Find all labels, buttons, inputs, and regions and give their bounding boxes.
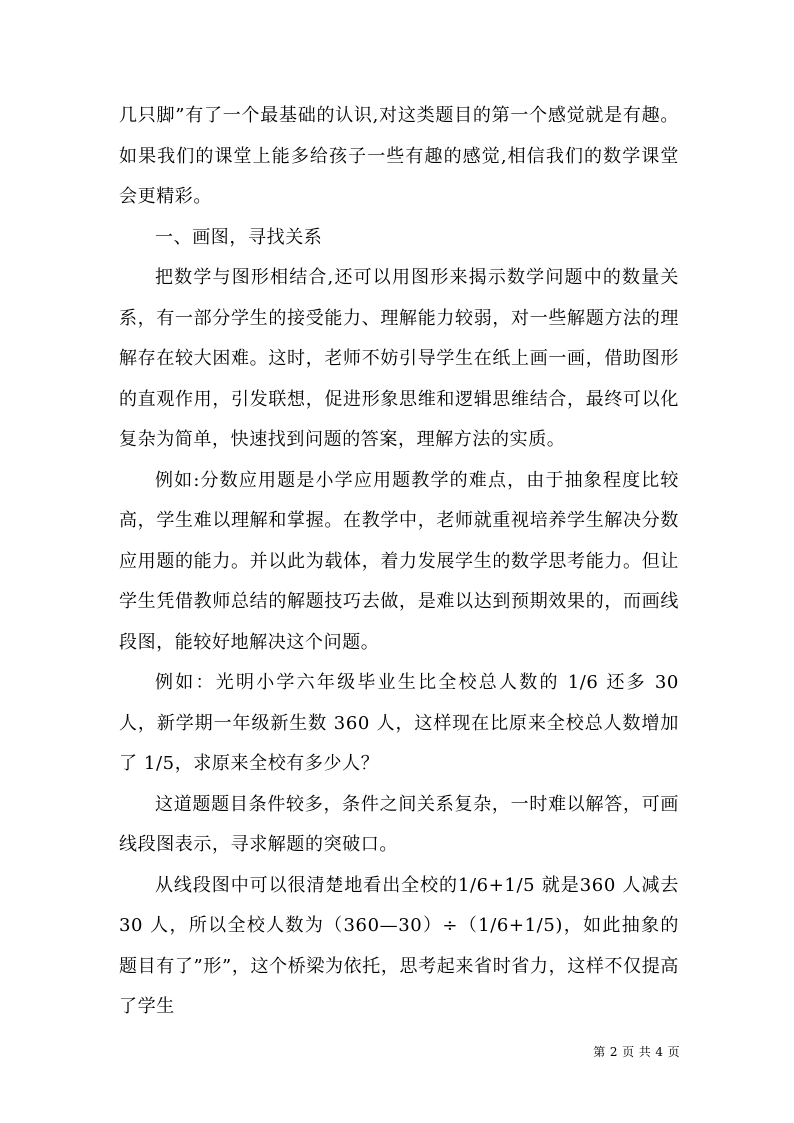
paragraph-continuation: 几只脚”有了一个最基础的认识,对这类题目的第一个感觉就是有趣。如果我们的课堂上能多给孩子一些有趣的感觉,相信我们的数学课堂会更精彩。 [119, 105, 679, 207]
paragraph-solution: 从线段图中可以很清楚地看出全校的1/6+1/5 就是360 人减去30 人，所以全校人数为（360—30）÷（1/6+1/5)，如此抽象的题目有了”形”，这个桥梁为依托，思考起来省时省力，这样不仅提高了学生 [119, 874, 679, 1017]
paragraph-example-fractions: 例如:分数应用题是小学应用题教学的难点，由于抽象程度比较高，学生难以理解和掌握。在教学中，老师就重视培养学生解决分数应用题的能力。并以此为载体，着力发展学生的数学思考能力。但让学生凭借教师总结的解题技巧去做，是难以达到预期效果的，而画线段图，能较好地解决这个问题。 [119, 469, 679, 653]
paragraph-example-problem: 例如：光明小学六年级毕业生比全校总人数的 1/6 还多 30 人，新学期一年级新生数 360 人，这样现在比原来全校总人数增加了 1/5，求原来全校有多少人？ [119, 672, 679, 774]
section-heading: 一、画图，寻找关系 [155, 226, 323, 248]
paragraph-graphics: 把数学与图形相结合,还可以用图形来揭示数学问题中的数量关系，有一部分学生的接受能力、理解能力较弱，对一些解题方法的理解存在较大困难。这时，老师不妨引导学生在纸上画一画，借助图形的直观作用，引发联想，促进形象思维和逻辑思维结合，最终可以化复杂为简单，快速找到问题的答案，理解方法的实质。 [119, 267, 679, 450]
document-body [119, 96, 679, 1028]
paragraph-analysis: 这道题题目条件较多，条件之间关系复杂，一时难以解答，可画线段图表示，寻求解题的突破口。 [119, 793, 679, 855]
page-number: 第 2 页 共 4 页 [593, 1045, 680, 1059]
